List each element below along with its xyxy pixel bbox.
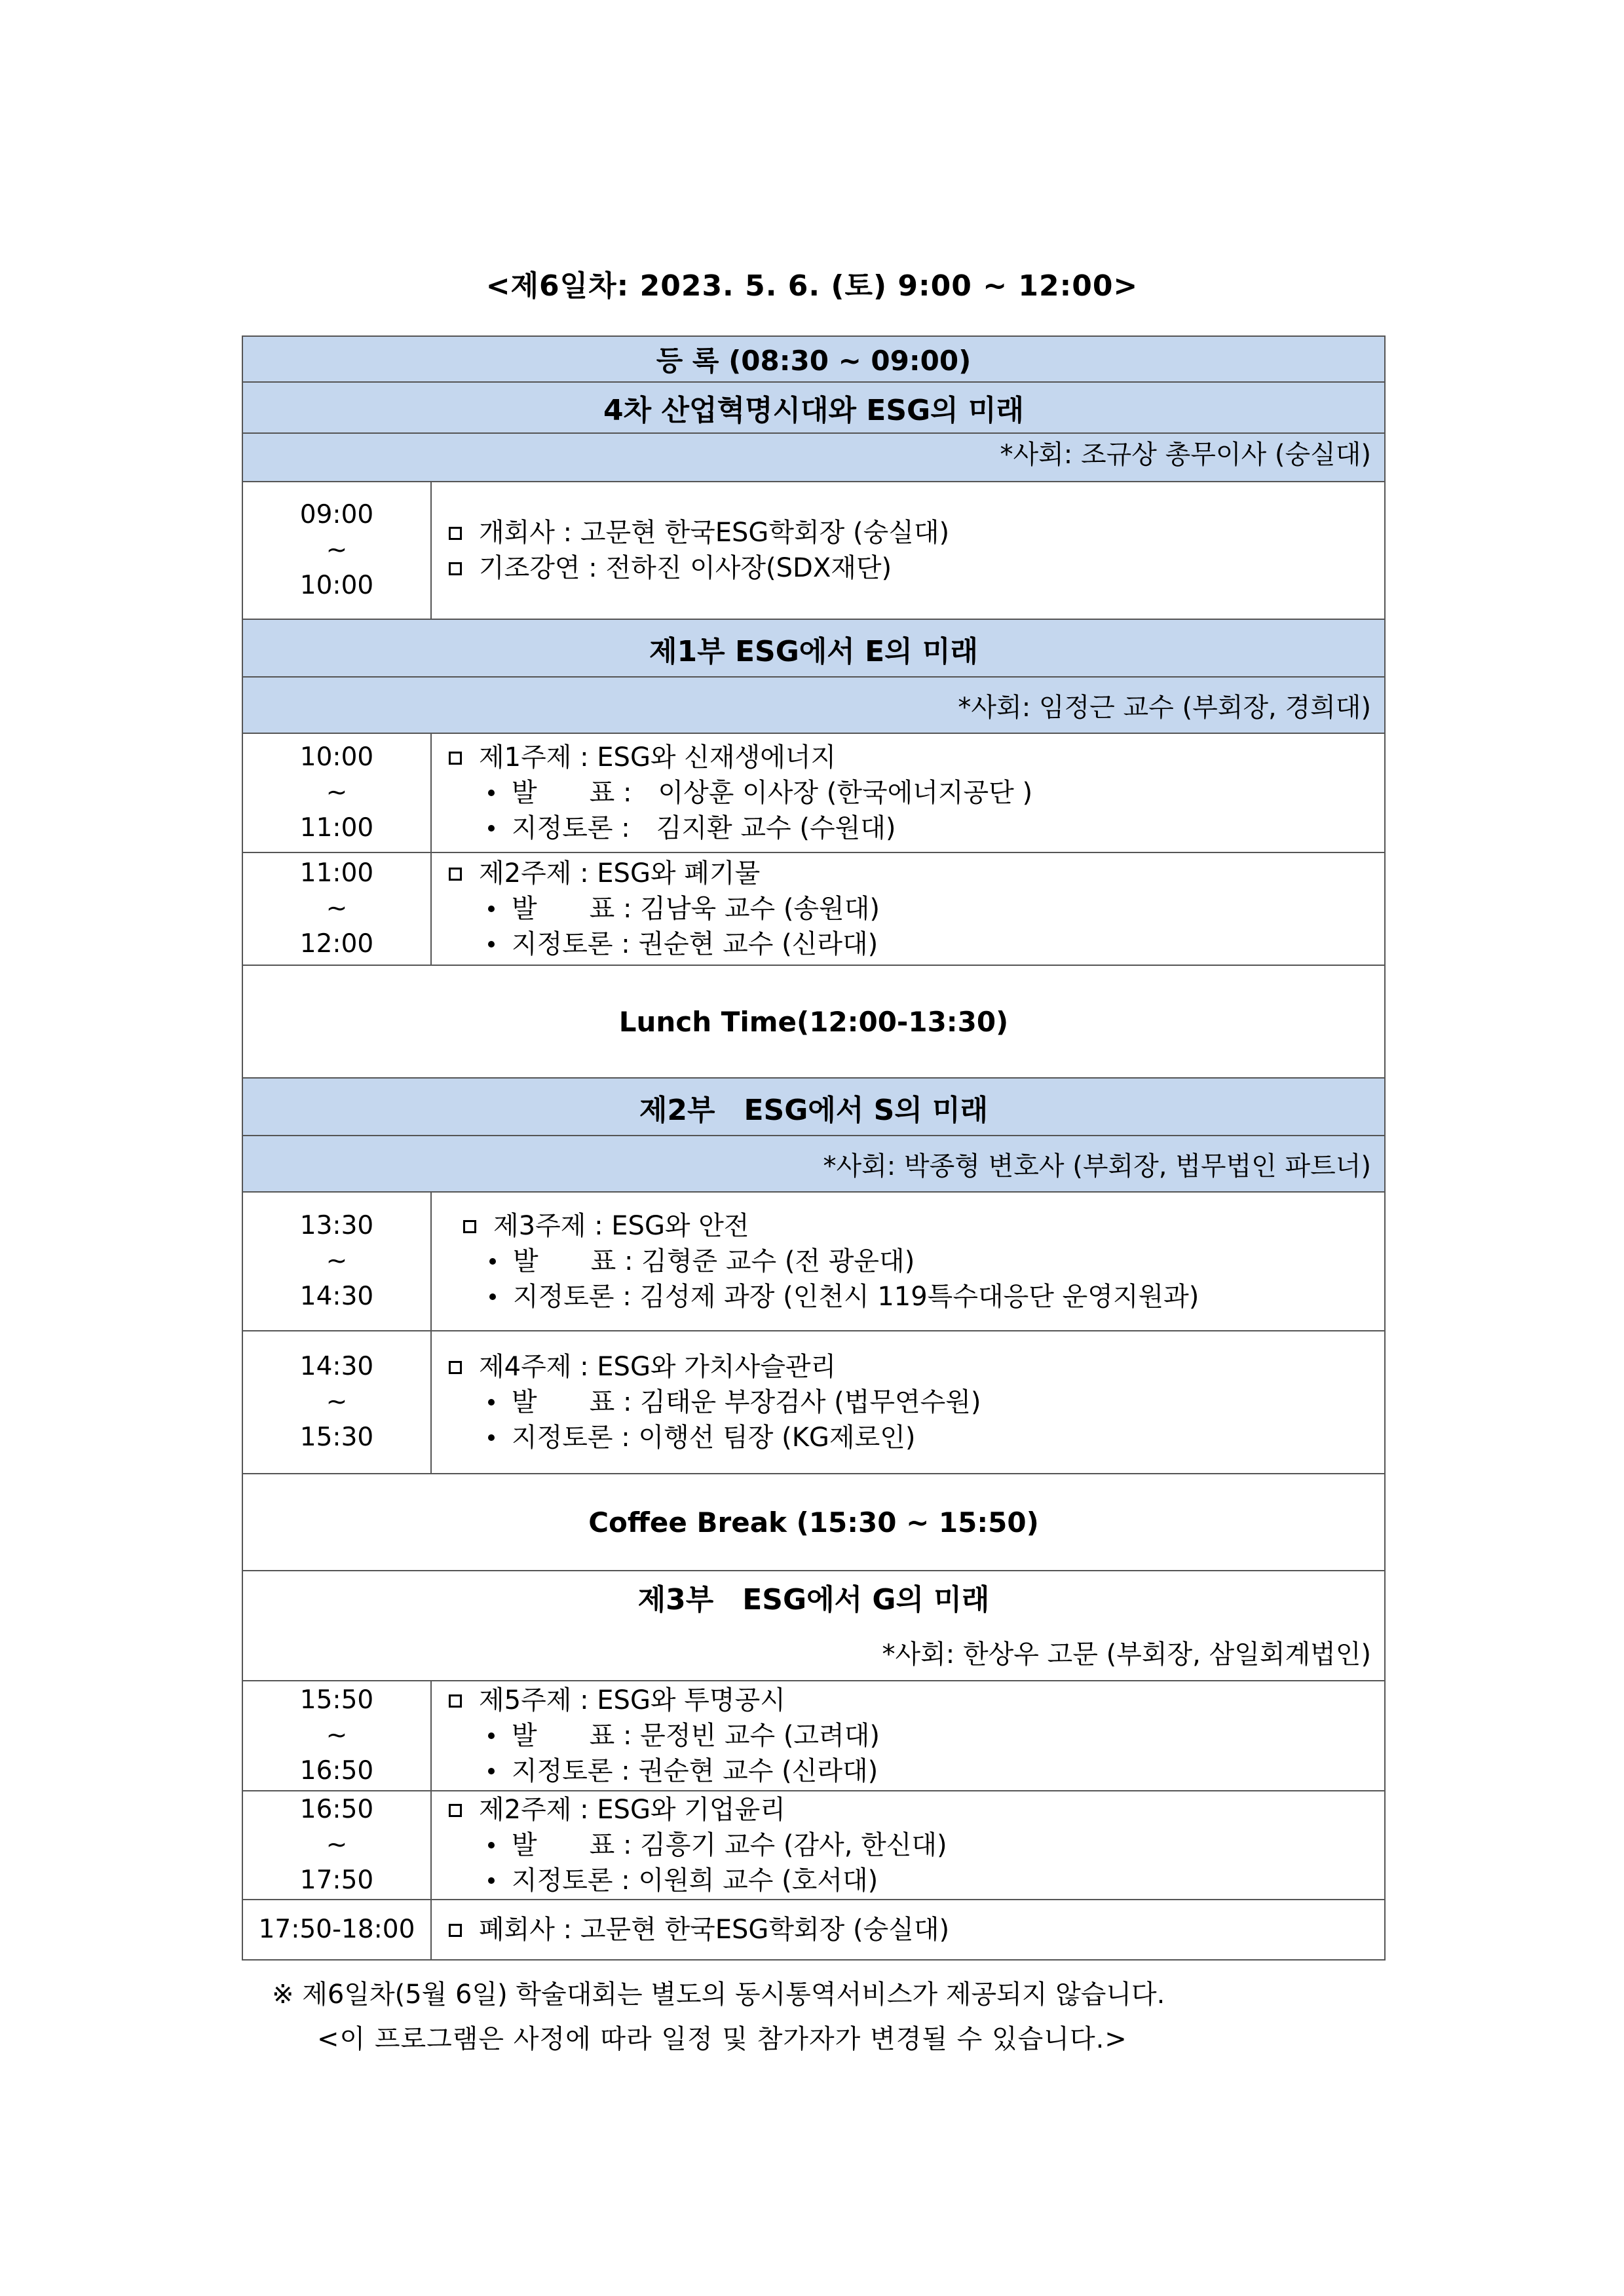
presenter: 발 표 : 김형준 교수 (전 광운대)	[463, 1244, 1384, 1279]
program-table	[242, 335, 1386, 1961]
session-content	[431, 1192, 1385, 1331]
part1-title: 제1부 ESG에서 E의 미래	[242, 619, 1385, 677]
discussant: 지정토론 : 이원희 교수 (호서대)	[449, 1863, 1384, 1898]
topic: 제4주제 : ESG와 가치사슬관리	[449, 1349, 1384, 1385]
part2-moderator-row	[242, 1136, 1385, 1192]
discussant: 지정토론 : 이행선 팀장 (KG제로인)	[449, 1420, 1384, 1455]
bullet-icon	[489, 1293, 496, 1300]
discussant: 지정토론 : 권순현 교수 (신라대)	[449, 1753, 1384, 1789]
opening-moderator: *사회: 조규상 총무이사 (숭실대)	[242, 433, 1385, 482]
bullet-icon	[488, 1732, 495, 1739]
checkbox-bullet-icon	[449, 527, 462, 540]
session-row	[242, 1791, 1385, 1900]
checkbox-bullet-icon	[463, 1220, 476, 1233]
part1-header-row	[242, 619, 1385, 677]
coffee-row	[242, 1474, 1385, 1571]
presenter: 발 표 : 김흥기 교수 (감사, 한신대)	[449, 1827, 1384, 1863]
coffee-label: Coffee Break (15:30 ~ 15:50)	[242, 1474, 1385, 1571]
list-item: 기조강연 : 전하진 이사장(SDX재단)	[449, 550, 1384, 586]
topic: 제1주제 : ESG와 신재생에너지	[449, 740, 1384, 775]
closing-time: 17:50-18:00	[242, 1900, 431, 1960]
checkbox-bullet-icon	[449, 1924, 462, 1937]
time-cell: 10:00 ~ 11:00	[242, 733, 431, 852]
change-notice: <이 프로그램은 사정에 따라 일정 및 참가자가 변경될 수 있습니다.>	[317, 2024, 1127, 2054]
presenter: 발 표 : 문정빈 교수 (고려대)	[449, 1718, 1384, 1753]
checkbox-bullet-icon	[449, 1361, 462, 1374]
registration-row	[242, 336, 1385, 382]
checkbox-bullet-icon	[449, 1694, 462, 1708]
checkbox-bullet-icon	[449, 752, 462, 765]
opening-title: 4차 산업혁명시대와 ESG의 미래	[242, 382, 1385, 433]
registration-label: 등 록 (08:30 ~ 09:00)	[242, 336, 1385, 382]
bullet-icon	[488, 1434, 495, 1441]
bullet-icon	[488, 906, 495, 912]
part2-header-row	[242, 1078, 1385, 1136]
session-content	[431, 1791, 1385, 1900]
topic: 제2주제 : ESG와 기업윤리	[449, 1792, 1384, 1827]
opening-moderator-row	[242, 433, 1385, 482]
part3-moderator: *사회: 한상우 고문 (부회장, 삼일회계법인)	[242, 1624, 1385, 1681]
lunch-label: Lunch Time(12:00-13:30)	[242, 965, 1385, 1078]
session-row	[242, 852, 1385, 965]
day-title: <제6일차: 2023. 5. 6. (토) 9:00 ~ 12:00>	[485, 269, 1139, 303]
presenter: 발 표 : 김남욱 교수 (송원대)	[449, 891, 1384, 927]
time-cell: 11:00 ~ 12:00	[242, 852, 431, 965]
session-row	[242, 1192, 1385, 1331]
closing-content: 폐회사 : 고문현 한국ESG학회장 (숭실대)	[431, 1900, 1385, 1960]
time-cell: 14:30 ~ 15:30	[242, 1331, 431, 1474]
time-cell: 16:50 ~ 17:50	[242, 1791, 431, 1900]
discussant: 지정토론 : 김지환 교수 (수원대)	[449, 811, 1384, 846]
part1-moderator: *사회: 임정근 교수 (부회장, 경희대)	[242, 677, 1385, 733]
session-row	[242, 733, 1385, 852]
topic: 제2주제 : ESG와 폐기물	[449, 856, 1384, 891]
time-cell: 13:30 ~ 14:30	[242, 1192, 431, 1331]
discussant: 지정토론 : 권순현 교수 (신라대)	[449, 927, 1384, 962]
bullet-icon	[489, 1258, 496, 1265]
checkbox-bullet-icon	[449, 868, 462, 881]
time-cell: 15:50 ~ 16:50	[242, 1681, 431, 1791]
checkbox-bullet-icon	[449, 1804, 462, 1817]
bullet-icon	[488, 1877, 495, 1884]
topic: 제5주제 : ESG와 투명공시	[449, 1683, 1384, 1718]
part2-moderator: *사회: 박종형 변호사 (부회장, 법무법인 파트너)	[242, 1136, 1385, 1192]
list-item: 개회사 : 고문현 한국ESG학회장 (숭실대)	[449, 515, 1384, 550]
session-content	[431, 482, 1385, 619]
lunch-row	[242, 965, 1385, 1078]
opening-session-row	[242, 482, 1385, 619]
bullet-icon	[488, 825, 495, 832]
checkbox-bullet-icon	[449, 562, 462, 575]
part3-title: 제3부 ESG에서 G의 미래	[242, 1571, 1385, 1624]
session-content	[431, 852, 1385, 965]
session-content	[431, 1331, 1385, 1474]
time-cell: 09:00 ~ 10:00	[242, 482, 431, 619]
opening-header-row	[242, 382, 1385, 433]
session-row	[242, 1331, 1385, 1474]
presenter: 발 표 : 김태운 부장검사 (법무연수원)	[449, 1385, 1384, 1420]
presenter: 발 표 : 이상훈 이사장 (한국에너지공단 )	[449, 775, 1384, 811]
discussant: 지정토론 : 김성제 과장 (인천시 119특수대응단 운영지원과)	[463, 1279, 1384, 1314]
part1-moderator-row	[242, 677, 1385, 733]
session-content	[431, 1681, 1385, 1791]
closing-row	[242, 1900, 1385, 1960]
bullet-icon	[488, 1399, 495, 1406]
bullet-icon	[488, 790, 495, 796]
session-row	[242, 1681, 1385, 1791]
interpretation-note: ※ 제6일차(5월 6일) 학술대회는 별도의 동시통역서비스가 제공되지 않습니다.	[272, 1980, 1165, 2010]
part2-title: 제2부 ESG에서 S의 미래	[242, 1078, 1385, 1136]
bullet-icon	[488, 1768, 495, 1774]
part3-moderator-row	[242, 1624, 1385, 1681]
bullet-icon	[488, 1842, 495, 1848]
bullet-icon	[488, 941, 495, 947]
session-content	[431, 733, 1385, 852]
part3-header-row	[242, 1571, 1385, 1624]
topic: 제3주제 : ESG와 안전	[463, 1208, 1384, 1244]
